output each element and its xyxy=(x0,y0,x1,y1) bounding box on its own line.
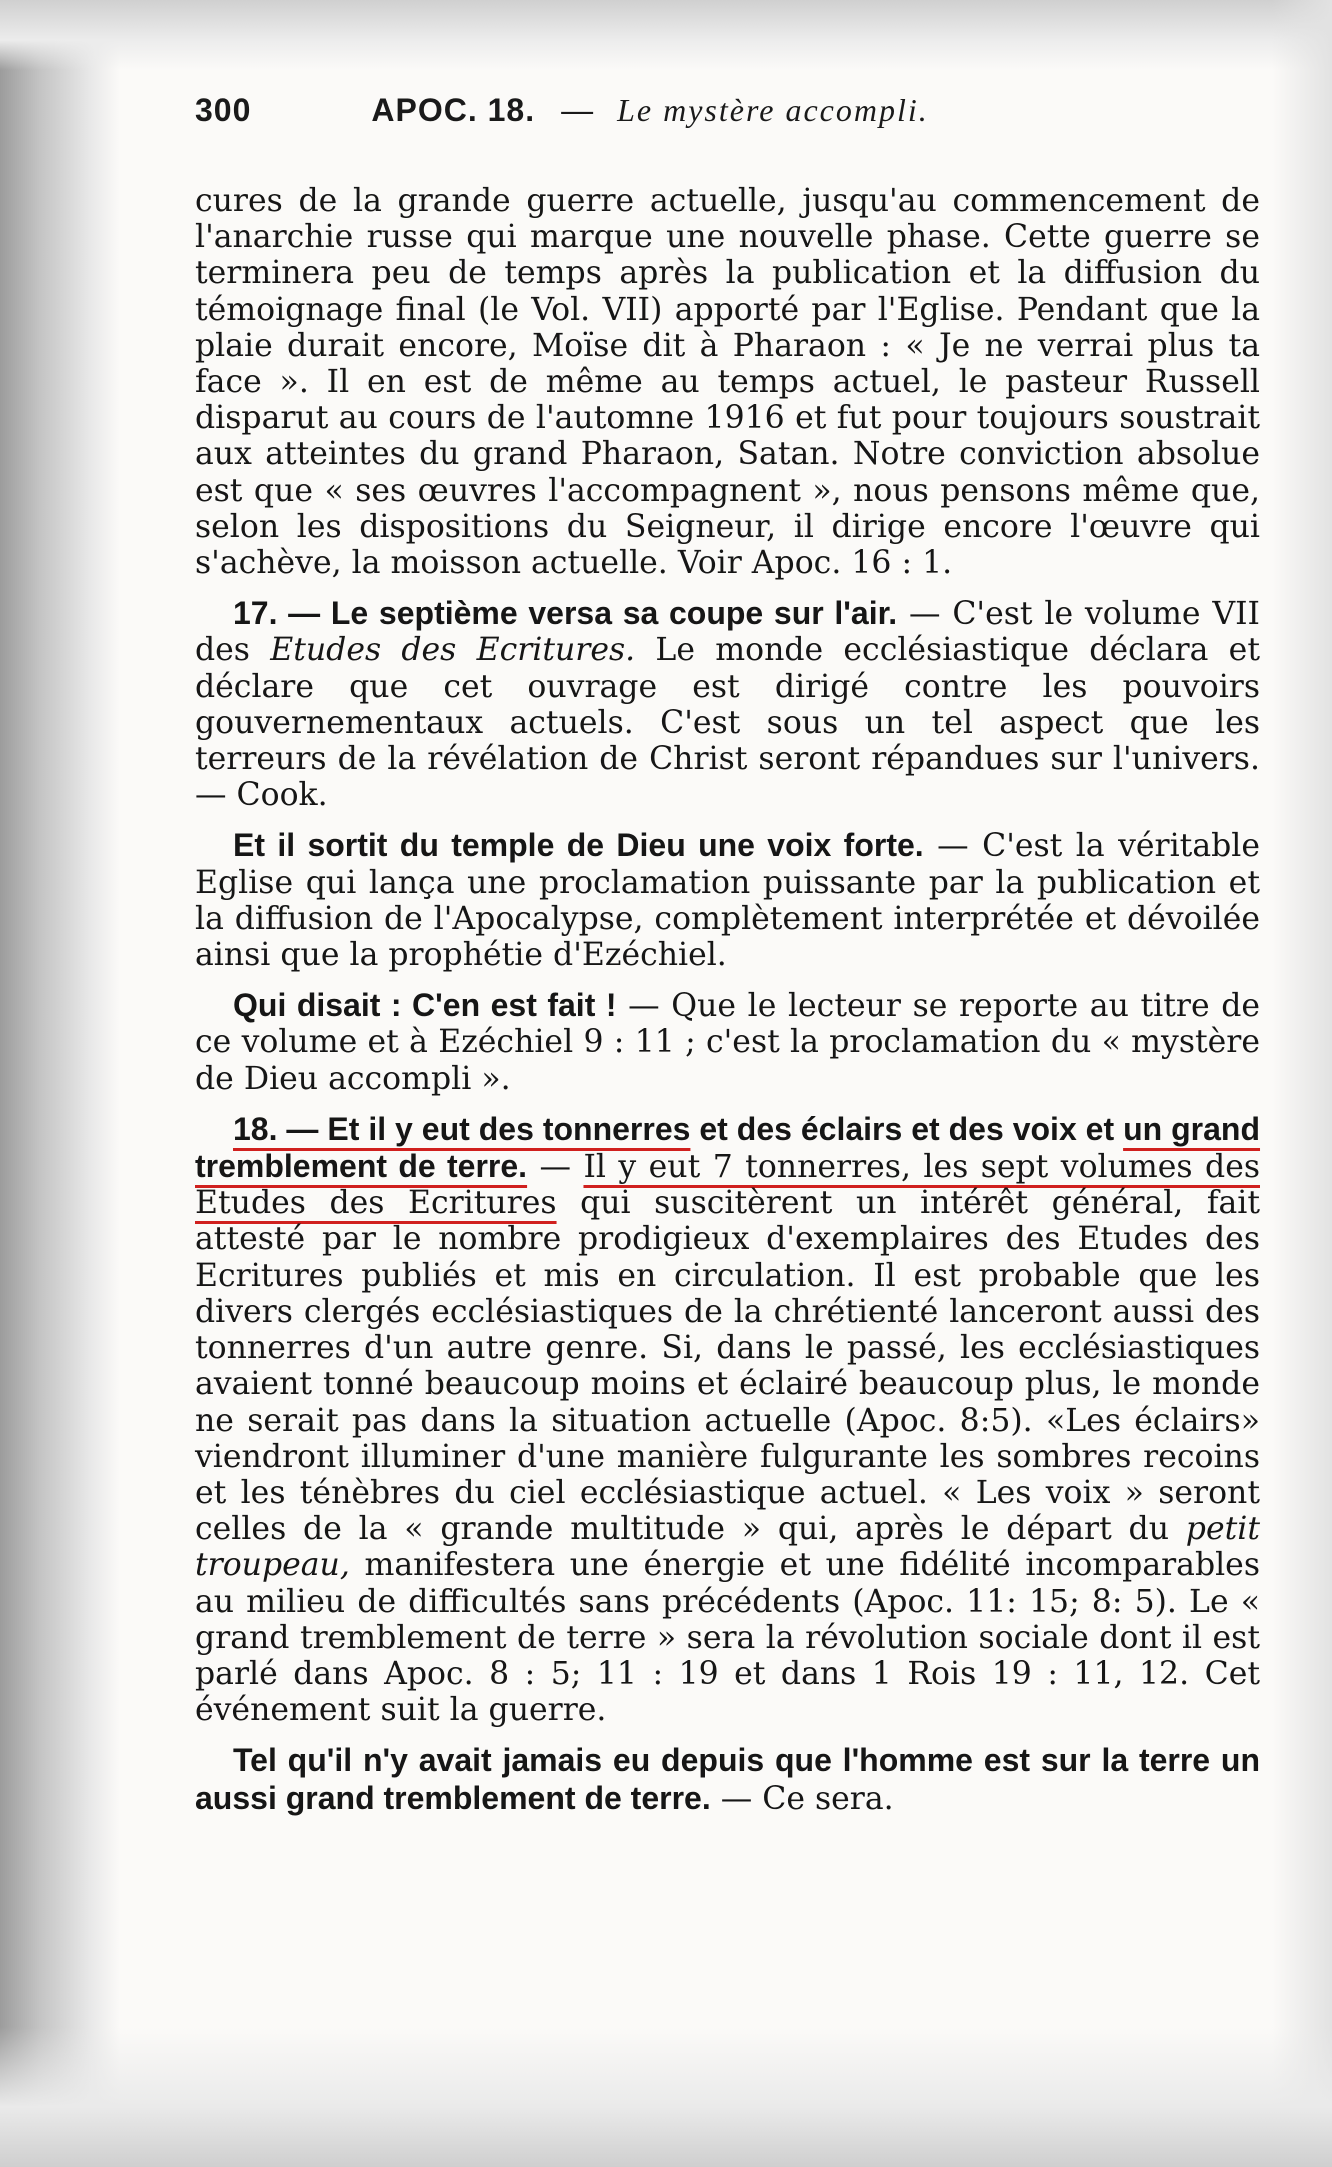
page-number: 300 xyxy=(195,92,252,128)
scan-shadow-left xyxy=(0,0,120,2167)
verse-heading-underlined: 18. — Et il y eut des tonnerres xyxy=(233,1110,691,1147)
running-title: Le mystère accompli. xyxy=(617,92,929,128)
scan-shadow-bottom xyxy=(0,2027,1332,2167)
paragraph-text: Le monde ecclésiastique déclara et déclare que cet ouvrage est dirigé contre les pouvoirs gouvernementaux actuels. C'est sous un tel aspect que les terreurs de la révélation de Christ seront répandues sur l'univers. — Cook. xyxy=(195,632,1260,814)
chapter-reference: APOC. 18. xyxy=(371,92,536,128)
book-title: Etudes des Ecritures. xyxy=(270,632,636,669)
verse-heading: 17. — Le septième versa sa coupe sur l'air. xyxy=(233,595,898,632)
underlined-text: Il y eut 7 tonnerres, les sept volumes des Etudes des Ecritures xyxy=(195,1149,1260,1222)
paragraph-text: manifestera une énergie et une fidélité incomparables au milieu de difficultés sans précédents (Apoc. 11: 15; 8: 5). Le « grand tremblement de terre » sera la révolution sociale dont il est parlé dans Apoc. 8 : 5; 11 : 19 et dans 1 Rois 19 : 11, 12. Cet événement suit la guerre. xyxy=(195,1547,1260,1729)
scan-shadow-right xyxy=(1272,0,1332,2167)
verse-heading: Et il sortit du temple de Dieu une voix forte. xyxy=(233,827,924,864)
dash: — xyxy=(527,1149,584,1186)
paragraph-text: cures de la grande guerre actuelle, jusqu'au commencement de l'anarchie russe qui marque une nouvelle phase. Cette guerre se terminera peu de temps après la publication et la diffusion du témoignage final (le Vol. VII) apporté par l'Eglise. Pendant que la plaie durait encore, Moïse dit à Pharaon : « Je ne verrai plus ta face ». Il en est de même au temps actuel, le pasteur Russell disparut au cours de l'automne 1916 et fut pour toujours soustrait aux atteintes du grand Pharaon, Satan. Notre conviction absolue est que « ses œuvres l'accompagnent », nous pensons même que, selon les dispositions du Seigneur, il dirige encore l'œuvre qui s'achève, la moisson actuelle. Voir Apoc. 16 : 1. xyxy=(195,183,1260,582)
paragraph-tremblement xyxy=(195,1742,1260,1816)
italic-phrase: petit troupeau, xyxy=(195,1511,1260,1584)
paragraph-voix-forte xyxy=(195,827,1260,973)
running-header xyxy=(195,92,1195,138)
paragraph-continuation xyxy=(195,183,1260,581)
page-body xyxy=(195,183,1260,1817)
scan-shadow-top xyxy=(0,0,1332,70)
paragraph-text: — C'est le volume VII des xyxy=(195,596,1261,669)
verse-heading: Tel qu'il n'y avait jamais eu depuis que l'homme est sur la terre un aussi grand tremblement de terre. xyxy=(195,1742,1260,1816)
paragraph-text: qui suscitèrent un intérêt général, fait attesté par le nombre prodigieux d'exemplaires des Etudes des Ecritures publiés et mis en circulation. Il est probable que les divers clergés ecclésiastiques de la chrétienté lanceront aussi des tonnerres d'un autre genre. Si, dans le passé, les ecclésiastiques avaient tonné beaucoup moins et éclairé beaucoup plus, le monde ne serait pas dans la situation actuelle (Apoc. 8:5). «Les éclairs» viendront illuminer d'une manière fulgurante les sombres recoins et les ténèbres du ciel ecclésiastique actuel. « Les voix » seront celles de la « grande multitude » qui, après le départ du xyxy=(195,1185,1260,1548)
paragraph-verse-17 xyxy=(195,595,1260,813)
verse-heading-underlined: un grand tremblement de terre. xyxy=(195,1110,1261,1185)
paragraph-text: — Que le lecteur se reporte au titre de ce volume et à Ezéchiel 9 : 11 ; c'est la proclamation du « mystère de Dieu accompli ». xyxy=(195,988,1261,1097)
paragraph-text: — Ce sera. xyxy=(710,1780,894,1817)
header-separator: — xyxy=(561,92,594,128)
verse-heading: Qui disait : C'en est fait ! xyxy=(233,987,617,1024)
paragraph-text: — C'est la véritable Eglise qui lança une proclamation puissante par la publication et la diffusion de l'Apocalypse, complètement interprétée et dévoilée ainsi que la prophétie d'Ezéchiel. xyxy=(195,828,1261,974)
paragraph-verse-18 xyxy=(195,1111,1260,1728)
verse-heading: et des éclairs et des voix et xyxy=(690,1110,1124,1147)
paragraph-c-en-est-fait xyxy=(195,987,1260,1097)
